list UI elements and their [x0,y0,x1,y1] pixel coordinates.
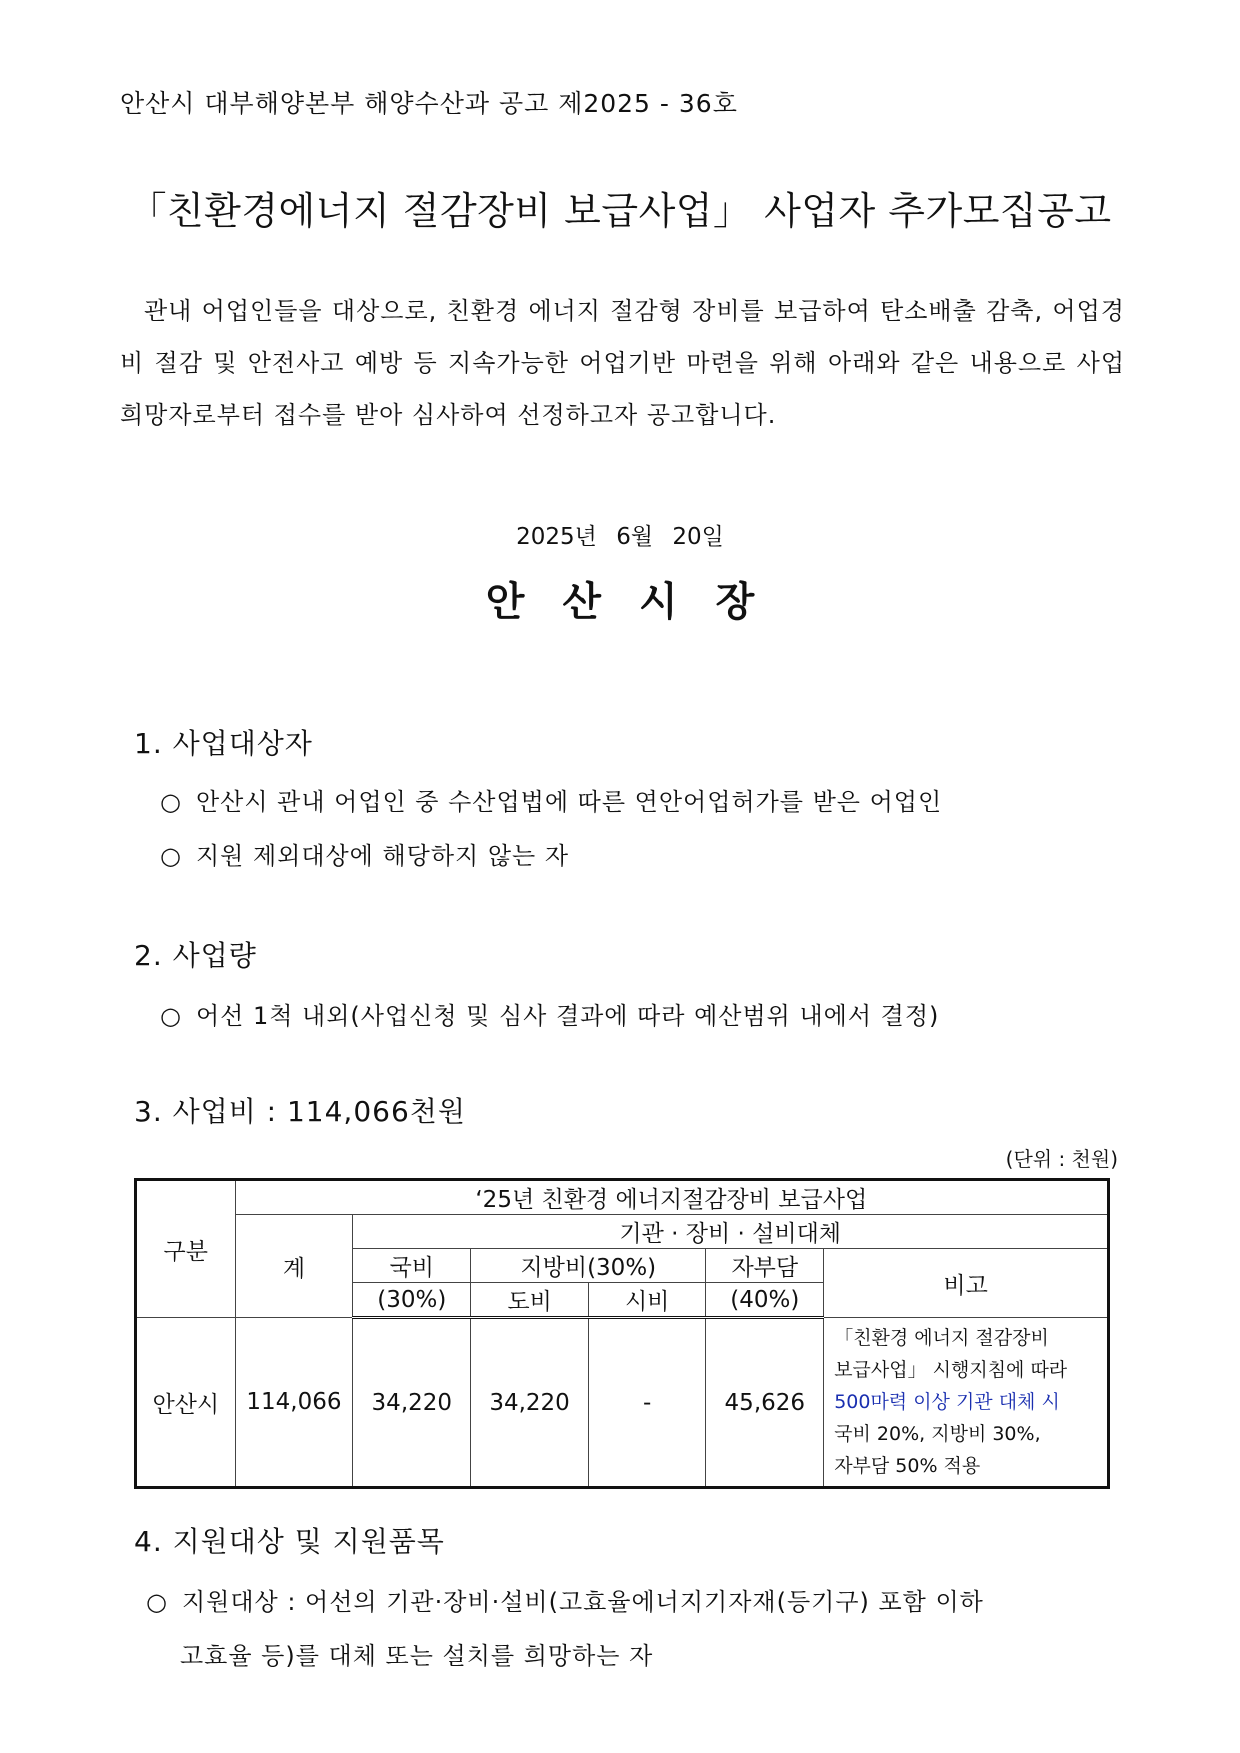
remark-line-1: 「친환경 에너지 절감장비 [834,1327,1049,1349]
remark-line-4: 국비 20%, 지방비 30%, [834,1423,1041,1445]
section-1-item-1-text: 안산시 관내 어업인 중 수산업법에 따른 연안어업허가를 받은 어업인 [195,788,943,816]
table-row [136,1318,1109,1488]
bullet-icon: ○ [160,1002,182,1030]
remark-line-2: 보급사업」 시행지침에 따라 [834,1359,1068,1381]
bullet-icon: ○ [146,1588,168,1616]
cell-category: 안산시 [136,1318,236,1488]
header-national-rate: (30%) [353,1283,471,1318]
header-category: 구분 [136,1180,236,1318]
section-4-heading: 4. 지원대상 및 지원품목 [134,1525,445,1558]
header-self: 자부담 [706,1249,824,1283]
section-2-heading: 2. 사업량 [134,939,257,972]
cell-total: 114,066 [235,1318,353,1488]
header-total: 계 [235,1215,353,1318]
intro-line-2: 어업경비 절감 및 안전사고 예방 등 지속가능한 어업기반 마련을 위해 아래와 같은 [120,297,1125,377]
cell-province: 34,220 [471,1318,589,1488]
section-1-item-2-text: 지원 제외대상에 해당하지 않는 자 [195,842,570,870]
section-1-item-1 [160,782,942,817]
notice-number: 안산시 대부해양본부 해양수산과 공고 제2025 - 36호 [120,89,738,118]
section-1-item-2 [160,836,569,871]
budget-table [134,1178,1110,1489]
cell-self: 45,626 [706,1318,824,1488]
intro-line-3: 내용으로 사업 희망자로부터 접수를 받아 심사하여 선정하고자 공고합니다. [120,349,1126,429]
remark-line-5: 자부담 50% 적용 [834,1455,981,1477]
section-2-item-1-text: 어선 1척 내외(사업신청 및 심사 결과에 따라 예산범위 내에서 결정) [195,1002,940,1030]
section-4-item-1 [146,1582,984,1617]
intro-paragraph [120,285,1125,441]
section-4-item-2: 고효율 등)를 대체 또는 설치를 희망하는 자 [180,1642,654,1670]
issuer-name: 안산시장 [485,579,793,625]
section-2-item-1 [160,996,939,1031]
header-self-rate: (40%) [706,1283,824,1318]
notice-date: 2025년 6월 20일 [516,524,724,550]
header-remarks: 비고 [824,1249,1109,1318]
section-3-heading: 3. 사업비 : 114,066천원 [134,1095,466,1128]
header-city: 시비 [588,1283,705,1318]
header-national: 국비 [353,1249,471,1283]
header-province: 도비 [471,1283,589,1318]
cell-national: 34,220 [353,1318,471,1488]
header-subprogram: 기관 · 장비 · 설비대체 [353,1215,1109,1249]
section-1-heading: 1. 사업대상자 [134,727,313,760]
cell-city: - [588,1318,705,1488]
document-title: 「친환경에너지 절감장비 보급사업」 사업자 추가모집공고 [128,189,1112,233]
bullet-icon: ○ [160,788,182,816]
header-program: ‘25년 친환경 에너지절감장비 보급사업 [235,1180,1108,1215]
intro-line-1: 관내 어업인들을 대상으로, 친환경 에너지 절감형 장비를 보급하여 탄소배출 감축, [144,297,1044,325]
cell-remarks [824,1318,1109,1488]
remark-line-3: 500마력 이상 기관 대체 시 [834,1391,1060,1413]
unit-label: (단위 : 천원) [1005,1147,1118,1171]
bullet-icon: ○ [160,842,182,870]
header-local: 지방비(30%) [471,1249,706,1283]
section-4-item-1-text: 지원대상 : 어선의 기관·장비·설비(고효율에너지기자재(등기구) 포함 이하 [181,1588,984,1616]
